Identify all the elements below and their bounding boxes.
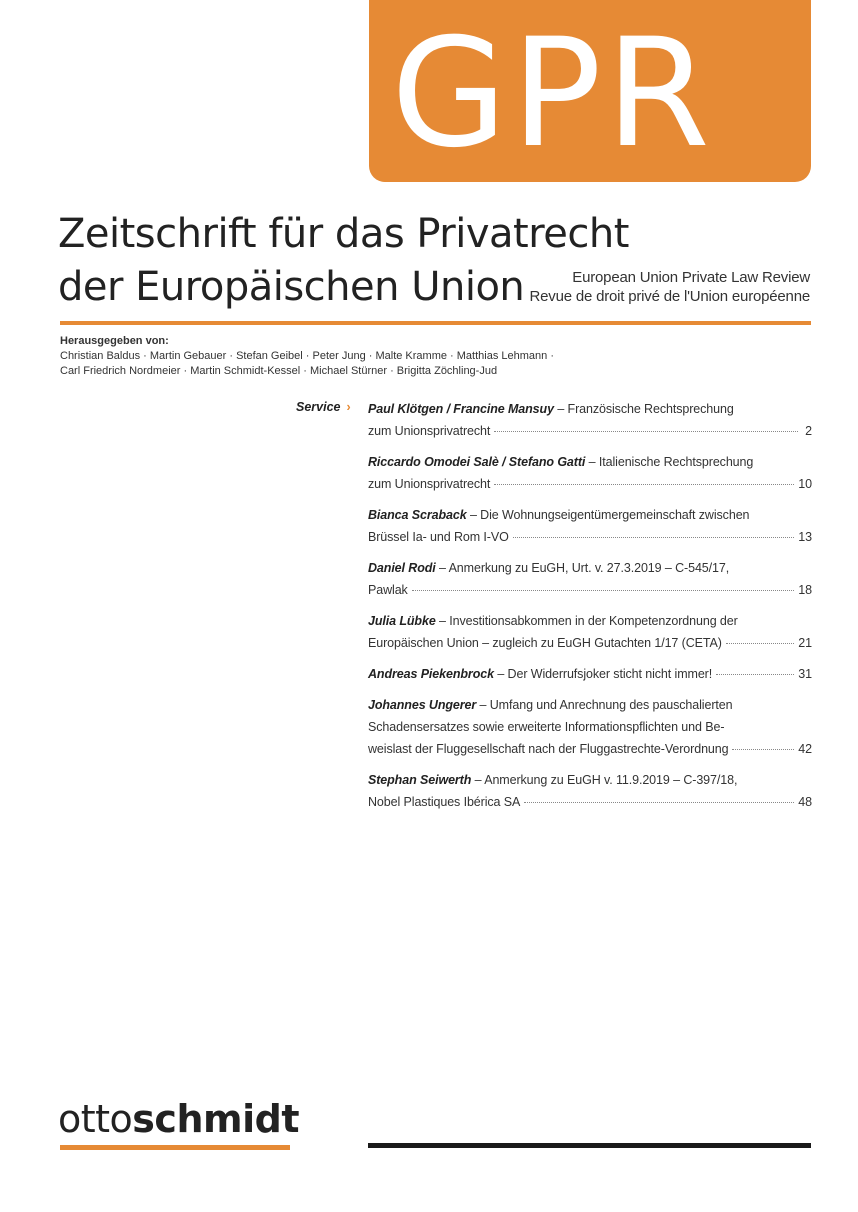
toc-author: Andreas Piekenbrock <box>368 667 494 681</box>
toc-last-line <box>368 473 812 495</box>
toc-last-line <box>368 420 812 442</box>
toc-last-line <box>368 791 812 813</box>
title-line-2: der Europäischen Union <box>58 264 525 310</box>
dot-leader <box>412 590 795 591</box>
toc-last-line-text <box>368 738 728 760</box>
toc-author: Daniel Rodi <box>368 561 436 575</box>
toc-entry <box>368 663 812 685</box>
editors-line-2: Carl Friedrich Nordmeier · Martin Schmidt-Kessel · Michael Stürner · Brigitta Zöchling-Jud <box>60 365 498 377</box>
toc-title-text: zum Unionsprivatrecht <box>368 477 491 491</box>
toc-page-number: 21 <box>798 636 812 650</box>
dot-leader <box>494 431 798 432</box>
toc-title-text: Schadensersatzes sowie erweiterte Informationspflichten und Be- <box>368 720 725 734</box>
toc-author: Johannes Ungerer <box>368 698 477 712</box>
toc-title-text: Brüssel Ia- und Rom I-VO <box>368 530 509 544</box>
dot-leader <box>524 802 794 803</box>
toc-page-number: 31 <box>798 667 812 681</box>
toc-author: Julia Lübke <box>368 614 436 628</box>
toc-title-line <box>368 451 812 473</box>
toc-last-line <box>368 632 812 654</box>
editors-block <box>60 334 820 379</box>
publisher-logo <box>58 1096 299 1142</box>
footer-rule <box>368 1143 811 1148</box>
toc-title-line <box>368 398 812 420</box>
toc-author: Riccardo Omodei Salè / Stefano Gatti <box>368 455 586 469</box>
toc-title-line <box>368 694 812 716</box>
toc-entry <box>368 557 812 601</box>
journal-subtitles <box>530 268 811 306</box>
dot-leader <box>732 749 794 750</box>
toc-title-text: Pawlak <box>368 583 408 597</box>
toc-title-text: zum Unionsprivatrecht <box>368 424 491 438</box>
toc-last-line <box>368 663 812 685</box>
toc-entry <box>368 398 812 442</box>
toc-page-number: 2 <box>805 424 812 438</box>
logo-text: GPR <box>391 7 714 181</box>
toc-author: Stephan Seiwerth <box>368 773 472 787</box>
toc-title-text: – Anmerkung zu EuGH, Urt. v. 27.3.2019 – C-545/17, <box>439 561 730 575</box>
publisher-name-part1: otto <box>58 1097 133 1141</box>
dot-leader <box>716 674 794 675</box>
toc-title-text: Nobel Plastiques Ibérica SA <box>368 795 521 809</box>
subtitle-english: European Union Private Law Review <box>572 269 810 286</box>
title-line-1: Zeitschrift für das Privatrecht <box>58 211 629 257</box>
toc-entry <box>368 504 812 548</box>
toc-title-text: – Französische Rechtsprechung <box>557 402 734 416</box>
title-divider <box>60 321 811 325</box>
publisher-name-part2: schmidt <box>132 1097 299 1141</box>
toc-last-line <box>368 579 812 601</box>
toc-last-line-text <box>368 579 408 601</box>
toc-title-line <box>368 716 812 738</box>
dot-leader <box>513 537 795 538</box>
toc-entry <box>368 451 812 495</box>
toc-last-line-text <box>368 663 712 685</box>
editors-line-1: Christian Baldus · Martin Gebauer · Stefan Geibel · Peter Jung · Malte Kramme · Matthias Lehmann · <box>60 350 554 362</box>
service-label: Service <box>296 400 341 414</box>
toc-title-text: – Anmerkung zu EuGH v. 11.9.2019 – C-397/18, <box>474 773 738 787</box>
journal-logo <box>369 0 811 182</box>
toc-title-line <box>368 557 812 579</box>
toc-entry <box>368 610 812 654</box>
toc-title-text: – Die Wohnungseigentümergemeinschaft zwischen <box>469 508 750 522</box>
subtitle-french: Revue de droit privé de l'Union européenne <box>529 288 810 305</box>
toc-author: Paul Klötgen / Francine Mansuy <box>368 402 554 416</box>
toc-page-number: 48 <box>798 795 812 809</box>
toc-entry <box>368 694 812 760</box>
table-of-contents <box>368 398 812 813</box>
publisher-underline <box>60 1145 290 1150</box>
toc-last-line-text <box>368 526 509 548</box>
toc-last-line <box>368 526 812 548</box>
toc-last-line-text <box>368 632 722 654</box>
toc-title-text: weislast der Fluggesellschaft nach der Fluggastrechte-Verordnung <box>368 742 729 756</box>
toc-title-text: – Investitionsabkommen in der Kompetenzordnung der <box>439 614 738 628</box>
toc-page-number: 13 <box>798 530 812 544</box>
toc-last-line <box>368 738 812 760</box>
toc-last-line-text <box>368 791 520 813</box>
toc-title-text: Europäischen Union – zugleich zu EuGH Gutachten 1/17 (CETA) <box>368 636 722 650</box>
service-section-label <box>296 400 351 414</box>
toc-last-line-text <box>368 473 490 495</box>
toc-entry <box>368 769 812 813</box>
toc-title-text: – Der Widerrufsjoker sticht nicht immer! <box>497 667 713 681</box>
chevron-right-icon: › <box>346 400 351 414</box>
toc-page-number: 18 <box>798 583 812 597</box>
toc-title-line <box>368 769 812 791</box>
toc-title-text: – Italienische Rechtsprechung <box>588 455 754 469</box>
toc-last-line-text <box>368 420 490 442</box>
editors-label: Herausgegeben von: <box>60 335 169 347</box>
dot-leader <box>494 484 794 485</box>
toc-title-line <box>368 610 812 632</box>
toc-title-line <box>368 504 812 526</box>
dot-leader <box>726 643 795 644</box>
toc-page-number: 42 <box>798 742 812 756</box>
toc-title-text: – Umfang und Anrechnung des pauschalierten <box>479 698 733 712</box>
toc-page-number: 10 <box>798 477 812 491</box>
toc-author: Bianca Scraback <box>368 508 467 522</box>
